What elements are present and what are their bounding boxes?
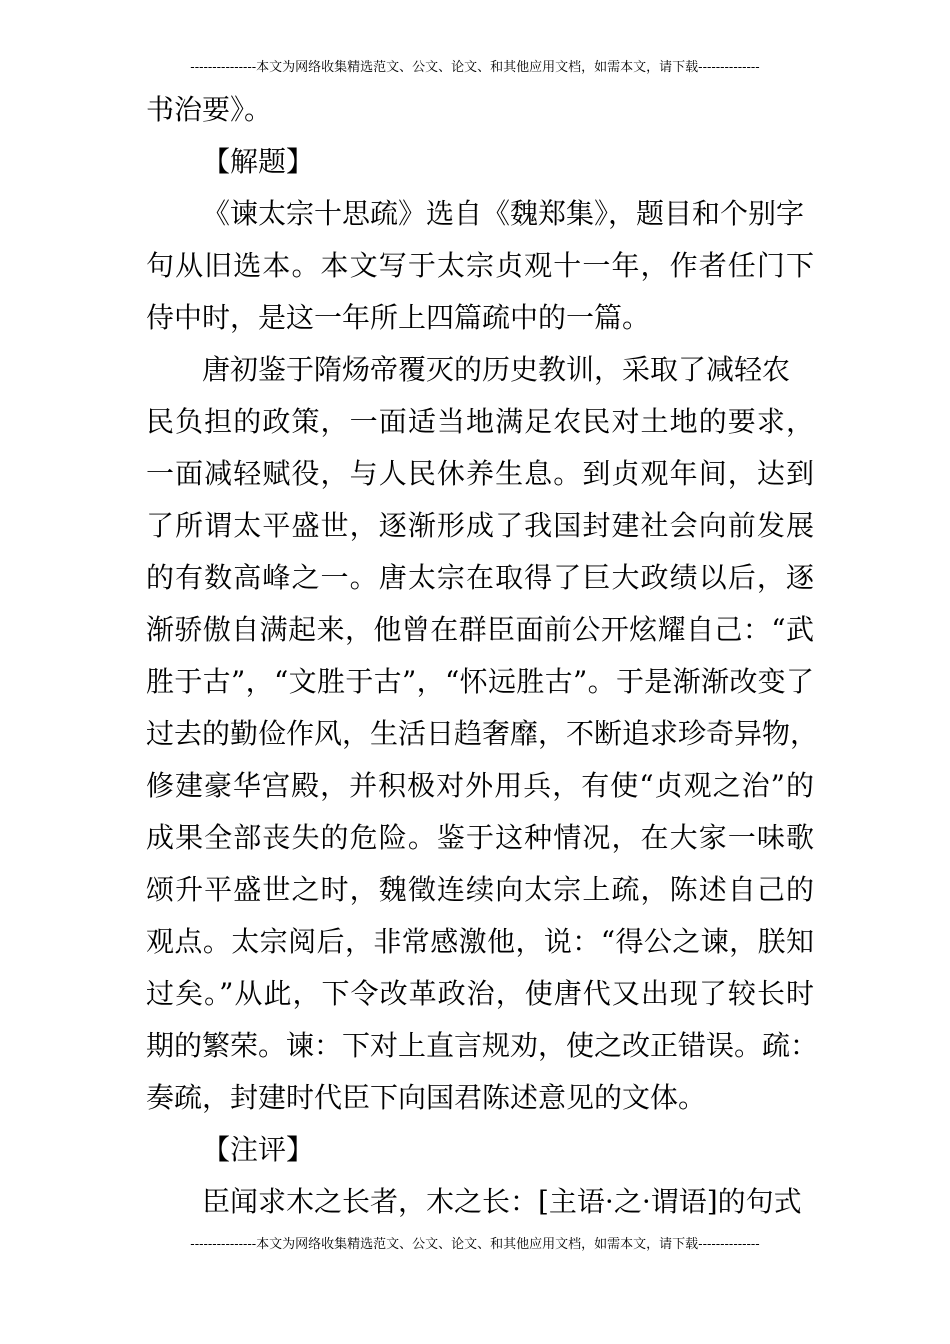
paragraph-line: 渐骄傲自满起来，他曾在群臣面前公开炫耀自己：“武 [146,613,814,646]
paragraph-line: 期的繁荣。谏：下对上直言规劝，使之改正错误。疏： [146,1029,819,1062]
paragraph-line: 民负担的政策，一面适当地满足农民对土地的要求， [146,405,814,438]
paragraph-line: 臣闻求木之长者，木之长：[主语·之·谓语]的句式 [202,1185,802,1218]
paragraph-line: 成果全部丧失的危险。鉴于这种情况，在大家一味歌 [146,821,814,854]
paragraph-line: 一面减轻赋役，与人民休养生息。到贞观年间，达到 [146,457,814,490]
footer-banner: ---------------本文为网络收集精选范文、公文、论文、和其他应用文档，如需本文，请下载-------------- [190,1237,760,1252]
paragraph-line: 唐初鉴于隋炀帝覆灭的历史教训，采取了减轻农 [202,353,791,386]
paragraph-line: 颂升平盛世之时，魏徵连续向太宗上疏，陈述自己的 [146,873,814,906]
paragraph-line: 奏疏，封建时代臣下向国君陈述意见的文体。 [146,1081,707,1114]
paragraph-line: 的有数高峰之一。唐太宗在取得了巨大政绩以后，逐 [146,561,814,594]
header-banner: ---------------本文为网络收集精选范文、公文、论文、和其他应用文档，如需本文，请下载-------------- [190,60,760,75]
paragraph-line: 过去的勤俭作风，生活日趋奢靡，不断追求珍奇异物， [146,717,819,750]
paragraph-line: 过矣。”从此，下令改革政治，使唐代又出现了较长时 [146,977,814,1010]
section-heading-jieti: 【解题】 [202,145,315,178]
paragraph-line: 侍中时，是这一年所上四篇疏中的一篇。 [146,301,651,334]
document-body [146,84,819,1228]
paragraph-line: 修建豪华宫殿，并积极对外用兵，有使“贞观之治”的 [146,769,814,802]
paragraph-line: 《谏太宗十思疏》选自《魏郑集》，题目和个别字 [202,197,805,230]
section-heading-zhuping: 【注评】 [202,1133,315,1166]
paragraph-line: 了所谓太平盛世，逐渐形成了我国封建社会向前发展 [146,509,814,542]
paragraph-line: 观点。太宗阅后，非常感激他，说：“得公之谏，朕知 [146,925,814,958]
paragraph-line: 句从旧选本。本文写于太宗贞观十一年，作者任门下 [146,249,814,282]
paragraph-line: 书治要》。 [146,93,273,126]
paragraph-line: 胜于古”，“文胜于古”，“怀远胜古”。于是渐渐改变了 [146,665,814,698]
